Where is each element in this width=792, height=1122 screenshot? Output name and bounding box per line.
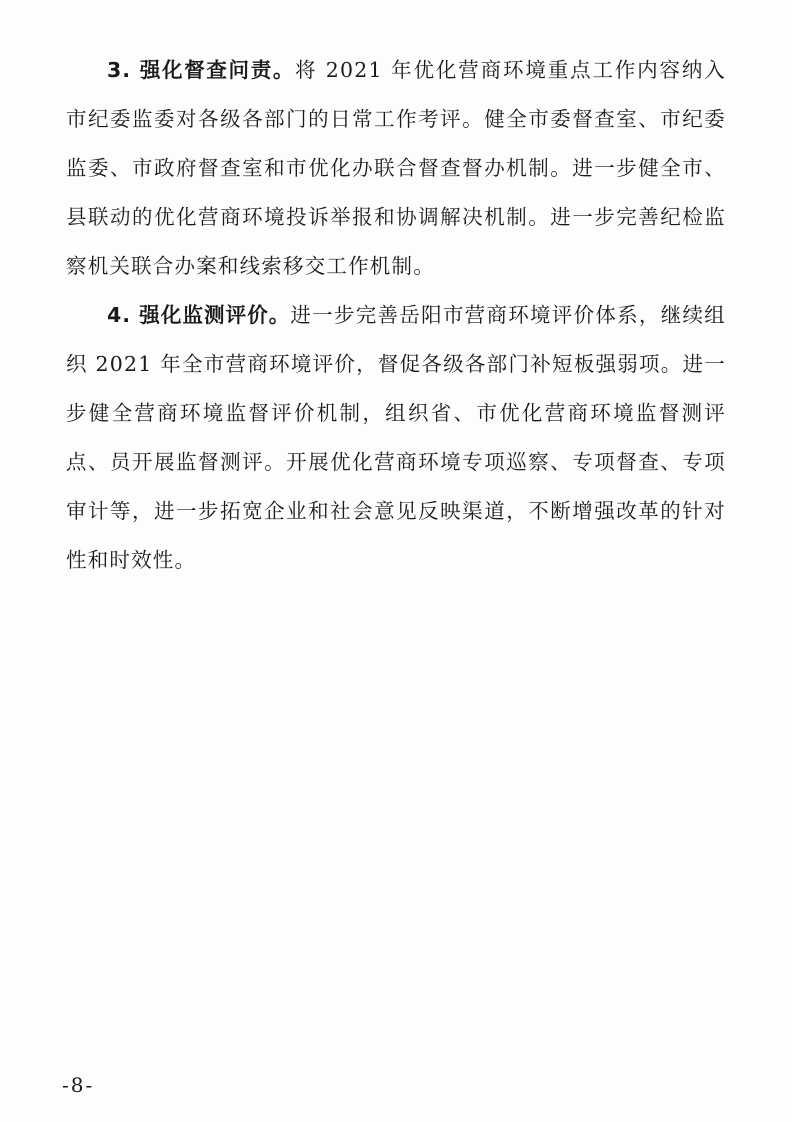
paragraph-4-heading: 4. 强化监测评价。 <box>107 303 291 327</box>
paragraph-3-heading: 3. 强化督查问责。 <box>107 58 296 82</box>
page-number: -8- <box>62 1073 95 1097</box>
document-body <box>66 46 726 585</box>
paragraph-3 <box>66 46 726 291</box>
paragraph-4-body: 进一步完善岳阳市营商环境评价体系，继续组织 2021 年全市营商环境评价，督促各级各部门补短板强弱项。进一步健全营商环境监督评价机制，组织省、市优化营商环境监督测评点、员开展监督测评。开展优化营商环境专项巡察、专项督查、专项审计等，进一步拓宽企业和社会意见反映渠道，不断增强改革的针对性和时效性。 <box>66 303 726 572</box>
paragraph-4 <box>66 291 726 585</box>
paragraph-3-body: 将 2021 年优化营商环境重点工作内容纳入市纪委监委对各级各部门的日常工作考评。健全市委督查室、市纪委监委、市政府督查室和市优化办联合督查督办机制。进一步健全市、县联动的优化营商环境投诉举报和协调解决机制。进一步完善纪检监察机关联合办案和线索移交工作机制。 <box>66 58 726 278</box>
